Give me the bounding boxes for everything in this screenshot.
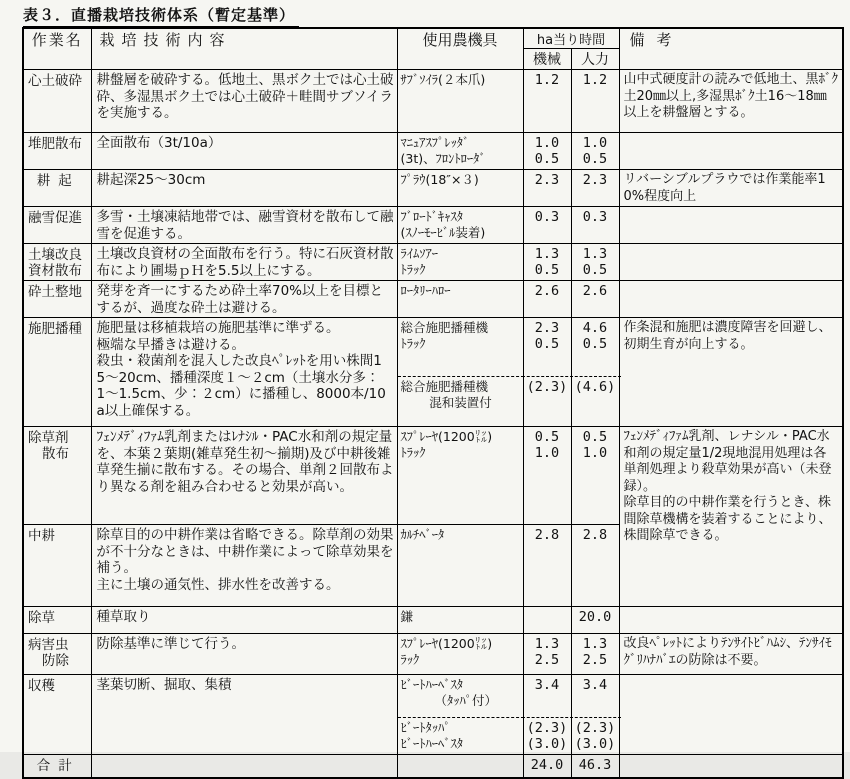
cell-work-name: 心土破砕 xyxy=(23,70,91,133)
cell-technique-content: 発芽を斉一にするため砕土率70%以上を目標とするが、過度な砕土は避ける。 xyxy=(91,281,397,318)
cell-machinery: ﾋﾞｰﾄﾊｰﾍﾞｽﾀ （ﾀｯﾊﾟ付） ﾋﾞｰﾄﾀｯﾊﾟ ﾋﾞｰﾄﾊｰﾍﾞｽﾀ xyxy=(397,675,523,755)
cell-remarks xyxy=(619,675,843,755)
cell-labor-hours: 3.4 (2.3) (3.0) xyxy=(571,675,619,755)
cell-labor-hours: 2.6 xyxy=(571,281,619,318)
table-row-soil-improvement xyxy=(23,244,843,281)
cultivation-technique-table xyxy=(22,27,844,779)
cell-machine-hours-total: 24.0 xyxy=(523,755,571,778)
cell-remarks xyxy=(619,281,843,318)
cell-labor-hours-total: 46.3 xyxy=(571,755,619,778)
cell-technique-content: 耕起深25〜30cm xyxy=(91,170,397,207)
col-header-labor-hours: 人力 xyxy=(571,49,619,70)
cell-machine-hours: 0.3 xyxy=(523,207,571,244)
cell-remarks: リバーシブルプラウでは作業能率10%程度向上 xyxy=(619,170,843,207)
cell-work-name: 中耕 xyxy=(23,525,91,607)
cell-technique-content: 全面散布（3t/10a） xyxy=(91,133,397,170)
cell-technique-content: 施肥量は移植栽培の施肥基準に準ずる。 極端な早播きは避ける。 殺虫・殺菌剤を混入した改良ﾍﾟﾚｯﾄを用い株間15〜20cm、播種深度１〜２cm（土壌水分多：1〜1.5cm、少：２cm）に播種し、8000本/10a以上確保する。 xyxy=(91,318,397,427)
cell-labor-hours: 2.3 xyxy=(571,170,619,207)
cell-work-name: 除草剤 散布 xyxy=(23,427,91,525)
cell-work-name: 病害虫 防除 xyxy=(23,634,91,675)
cell-machinery: 鎌 xyxy=(397,607,523,634)
cell-remarks: 山中式硬度計の読みで低地土、黒ﾎﾞｸ土20㎜以上,多湿黒ﾎﾞｸ土16〜18㎜以上を耕盤層とする。 xyxy=(619,70,843,133)
dashed-divider xyxy=(570,376,621,377)
cell-remarks xyxy=(619,607,843,634)
col-header-work-name: 作業名 xyxy=(23,28,91,70)
cell-work-name: 融雪促進 xyxy=(23,207,91,244)
table-row-pest-disease-control xyxy=(23,634,843,675)
cell-work-name: 収穫 xyxy=(23,675,91,755)
dashed-divider xyxy=(522,717,573,718)
cell-machine-hours: 2.3 xyxy=(523,170,571,207)
cell-machine-hours: 1.3 2.5 xyxy=(523,634,571,675)
cell-technique-content: 多雪・土壌凍結地帯では、融雪資材を散布して融雪を促進する。 xyxy=(91,207,397,244)
cell-labor-hours: 0.3 xyxy=(571,207,619,244)
cell-remarks: 作条混和施肥は濃度障害を回避し、初期生育が向上する。 xyxy=(619,318,843,427)
cell-remarks-merged: ﾌｪﾝﾒﾃﾞｨﾌｧﾑ乳剤、レナシル・PAC水和剤の規定量1/2現地混用処理は各単剤処理より殺草効果が高い（未登録）。 除草目的の中耕作業を行うとき、株間除草機構を装着することにより、株間除草できる。 xyxy=(619,427,843,607)
table-row-manure-spreading xyxy=(23,133,843,170)
cell-remarks: 改良ﾍﾟﾚｯﾄによりﾃﾝｻｲﾄﾋﾞﾊﾑｼ、ﾃﾝｻｲﾓｸﾞﾘﾊﾅﾊﾞｴの防除は不要。 xyxy=(619,634,843,675)
dashed-divider xyxy=(398,376,524,377)
cell-machine-hours: 2.3 0.5 (2.3) xyxy=(523,318,571,427)
cell-work-name: 耕起 xyxy=(23,170,91,207)
table-row-fertilizing-seeding xyxy=(23,318,843,427)
cell-remarks xyxy=(619,207,843,244)
cell-work-name: 除草 xyxy=(23,607,91,634)
table-row-soil-crushing-leveling xyxy=(23,281,843,318)
cell-remarks xyxy=(619,244,843,281)
cell-machinery: ﾏﾆｭｱｽﾌﾟﾚｯﾀﾞ (3t)、ﾌﾛﾝﾄﾛｰﾀﾞ xyxy=(397,133,523,170)
dashed-divider xyxy=(522,376,573,377)
cell-work-name: 堆肥散布 xyxy=(23,133,91,170)
cell-labor-hours: 1.3 0.5 xyxy=(571,244,619,281)
cell-remarks xyxy=(619,133,843,170)
cell-machine-hours: 1.0 0.5 xyxy=(523,133,571,170)
cell-labor-hours: 1.3 2.5 xyxy=(571,634,619,675)
cell-machinery xyxy=(397,755,523,778)
cell-labor-hours: 0.5 1.0 xyxy=(571,427,619,525)
col-header-machine-hours: 機械 xyxy=(523,49,571,70)
cell-labor-hours: 1.0 0.5 xyxy=(571,133,619,170)
cell-work-name: 砕土整地 xyxy=(23,281,91,318)
cell-technique-content: 種草取り xyxy=(91,607,397,634)
table-row-plowing xyxy=(23,170,843,207)
cell-machinery: ｻﾌﾞｿｲﾗ(２本爪) xyxy=(397,70,523,133)
cell-technique-content: 除草目的の中耕作業は省略できる。除草剤の効果が不十分なときは、中耕作業によって除草効果を補う。 主に土壌の通気性、排水性を改善する。 xyxy=(91,525,397,607)
doc-title: 表３．直播栽培技術体系（暫定基準） xyxy=(23,4,299,28)
dashed-divider xyxy=(398,717,524,718)
cell-machine-hours xyxy=(523,607,571,634)
cell-machine-hours: 0.5 1.0 xyxy=(523,427,571,525)
table-row-total xyxy=(23,755,843,778)
cell-technique-content xyxy=(91,755,397,778)
cell-work-name: 合計 xyxy=(23,755,91,778)
cell-machinery: 総合施肥播種機 ﾄﾗｯｸ 総合施肥播種機 混和装置付 xyxy=(397,318,523,427)
cell-labor-hours: 1.2 xyxy=(571,70,619,133)
col-header-technique-content: 栽培技術内容 xyxy=(91,28,397,70)
cell-machinery: ﾌﾞﾛｰﾄﾞｷｬｽﾀ (ｽﾉｰﾓｰﾋﾞﾙ装着) xyxy=(397,207,523,244)
cell-machinery: ｽﾌﾟﾚｰﾔ(1200㍑) ﾄﾗｯｸ xyxy=(397,427,523,525)
cell-technique-content: 耕盤層を破砕する。低地土、黒ボク土では心土破砕、多湿黒ボク土では心土破砕＋畦間サブソイラを実施する。 xyxy=(91,70,397,133)
col-header-machinery: 使用農機具 xyxy=(397,28,523,70)
table-row-harvest xyxy=(23,675,843,755)
cell-machinery: ｽﾌﾟﾚｰﾔ(1200㍑) ﾗｯｸ xyxy=(397,634,523,675)
cell-remarks xyxy=(619,755,843,778)
table-row-herbicide-spraying xyxy=(23,427,843,525)
cell-labor-hours: 20.0 xyxy=(571,607,619,634)
cell-technique-content: 防除基準に準じて行う。 xyxy=(91,634,397,675)
dashed-divider xyxy=(570,717,621,718)
cell-machine-hours: 1.2 xyxy=(523,70,571,133)
cell-machine-hours: 1.3 0.5 xyxy=(523,244,571,281)
cell-machine-hours: 2.8 xyxy=(523,525,571,607)
cell-machine-hours: 3.4 (2.3) (3.0) xyxy=(523,675,571,755)
cell-technique-content: 茎葉切断、掘取、集積 xyxy=(91,675,397,755)
cell-technique-content: ﾌｪﾝﾒﾃﾞｨﾌｧﾑ乳剤またはﾚﾅｼﾙ・PAC水和剤の規定量を、本葉２葉期(雑草発生初〜揃期)及び中耕後雑草発生揃に散布する。その場合、単剤２回散布より異なる剤を組み合わせると効果が高い。 xyxy=(91,427,397,525)
cell-work-name: 土壌改良 資材散布 xyxy=(23,244,91,281)
col-header-time-per-ha: ha当り時間 xyxy=(523,28,619,49)
cell-machinery: ｶﾙﾁﾍﾞｰﾀ xyxy=(397,525,523,607)
cell-labor-hours: 4.6 0.5 (4.6) xyxy=(571,318,619,427)
cell-machinery: ﾛｰﾀﾘｰﾊﾛｰ xyxy=(397,281,523,318)
cell-machinery: ﾗｲﾑｿｱｰ ﾄﾗｯｸ xyxy=(397,244,523,281)
col-header-remarks: 備考 xyxy=(619,28,843,70)
cell-labor-hours: 2.8 xyxy=(571,525,619,607)
table-row-snowmelt-promotion xyxy=(23,207,843,244)
cell-work-name: 施肥播種 xyxy=(23,318,91,427)
table-row-weeding xyxy=(23,607,843,634)
cell-machine-hours: 2.6 xyxy=(523,281,571,318)
table-header xyxy=(23,28,843,70)
cell-technique-content: 土壌改良資材の全面散布を行う。特に石灰資材散布により圃場ｐＨを5.5以上にする。 xyxy=(91,244,397,281)
table-row-subsoil-breaking xyxy=(23,70,843,133)
cell-machinery: ﾌﾟﾗｳ(18″×３) xyxy=(397,170,523,207)
